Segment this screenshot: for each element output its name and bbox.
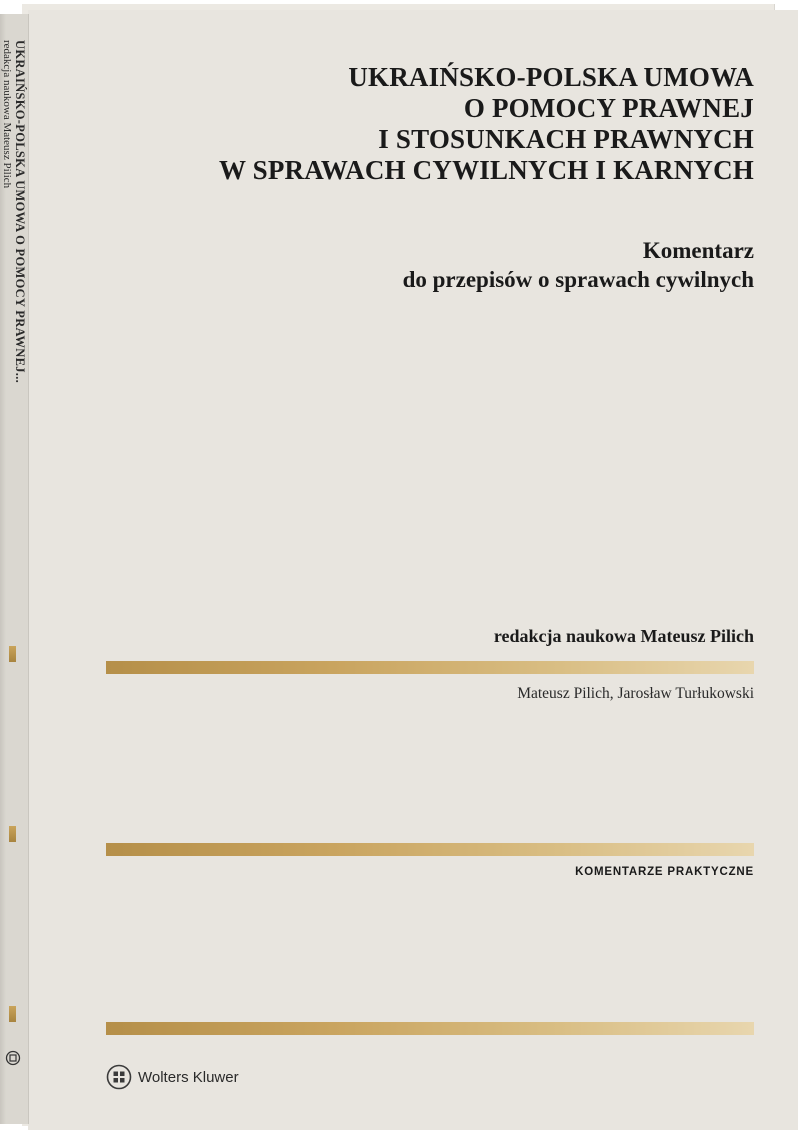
title-line: O POMOCY PRAWNEJ [463,93,754,123]
title-line: I STOSUNKACH PRAWNYCH [378,124,754,154]
subtitle-line: Komentarz [642,238,754,263]
wolters-kluwer-logo-icon [106,1064,132,1090]
spine-gold-mark [9,826,16,842]
subtitle-line: do przepisów o sprawach cywilnych [402,267,754,292]
gold-divider [106,843,754,856]
spine-text [1,40,27,800]
spine-gold-mark [9,646,16,662]
gold-divider [106,1022,754,1035]
spine-publisher-logo-icon [5,1050,21,1066]
series-name: KOMENTARZE PRAKTYCZNE [575,866,754,878]
spine-authors: redakcja naukowa Mateusz Pilich [1,40,13,189]
gold-divider [106,661,754,674]
authors: Mateusz Pilich, Jarosław Turłukowski [517,685,754,702]
publisher-logo [106,1064,239,1090]
spine-title: UKRAIŃSKO-POLSKA UMOWA O POMOCY PRAWNEJ... [13,40,27,384]
scientific-editor: redakcja naukowa Mateusz Pilich [493,626,754,646]
book-subtitle [60,236,754,294]
title-line: UKRAIŃSKO-POLSKA UMOWA [348,62,754,92]
title-line: W SPRAWACH CYWILNYCH I KARNYCH [218,155,754,185]
spine-gold-mark [9,1006,16,1022]
publisher-name: Wolters Kluwer [138,1068,239,1086]
book-title [60,62,754,186]
